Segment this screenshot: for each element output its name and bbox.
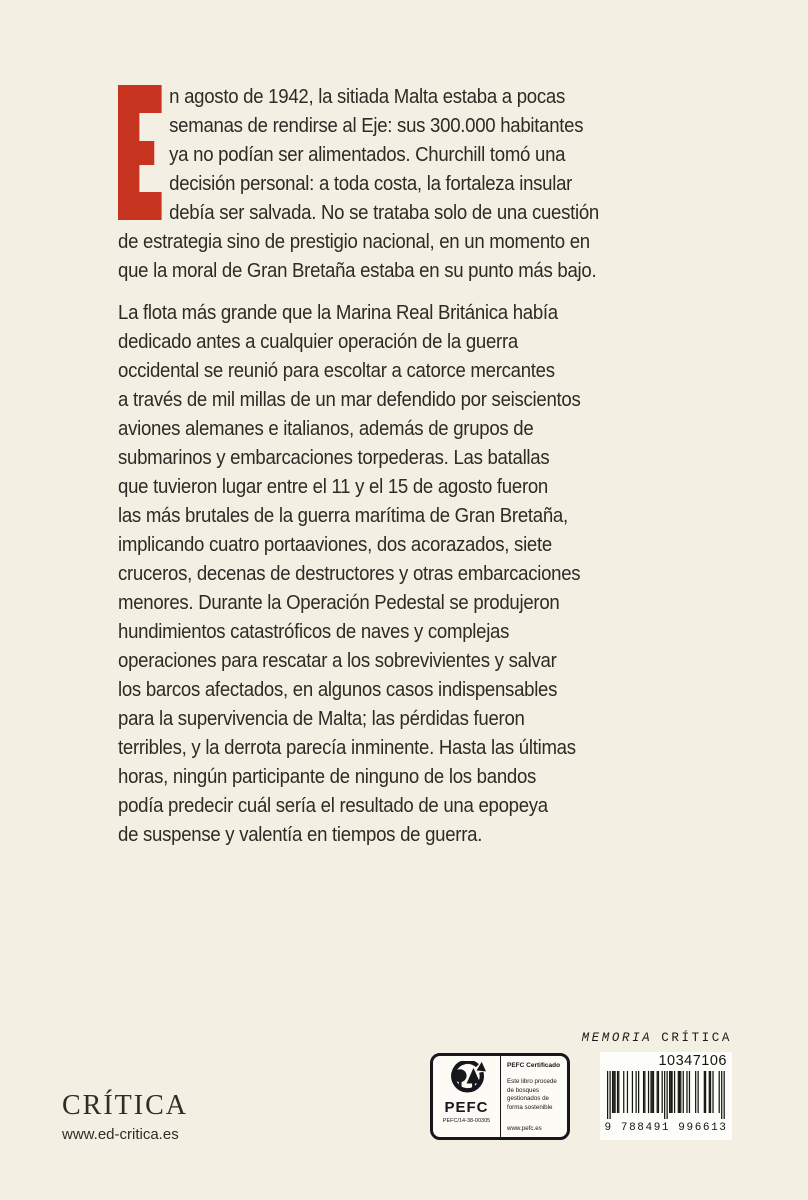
pefc-title: PEFC Certificado (507, 1062, 561, 1069)
text-line: La flota más grande que la Marina Real Británica había (118, 302, 558, 324)
pefc-logo-column (433, 1056, 500, 1137)
text-line: que la moral de Gran Bretaña estaba en su punto más bajo. (118, 260, 597, 282)
text-line: que tuvieron lugar entre el 11 y el 15 de agosto fueron (118, 476, 548, 498)
synopsis (118, 83, 620, 850)
pefc-trees-icon (441, 1061, 493, 1099)
publisher-block (62, 1090, 188, 1143)
pefc-description: Este libro procede de bosques gestionados de forma sostenible (507, 1078, 557, 1111)
pefc-text-column (500, 1056, 567, 1137)
collection-name (582, 1031, 732, 1045)
text-line: ya no podían ser alimentados. Churchill tomó una (169, 144, 566, 166)
text-line: las más brutales de la guerra marítima de Gran Bretaña, (118, 505, 568, 527)
paragraph-1-lines (118, 83, 620, 286)
collection-name-part2: CRÍTICA (661, 1031, 732, 1045)
text-line: de suspense y valentía en tiempos de guerra. (118, 824, 483, 846)
pefc-name: PEFC (444, 1099, 489, 1116)
pefc-license-number: PEFC/14-38-00305 (442, 1118, 491, 1124)
text-line: dedicado antes a cualquier operación de la guerra (118, 331, 518, 353)
text-line: implicando cuatro portaaviones, dos acorazados, siete (118, 534, 552, 556)
product-code: 10347106 (658, 1053, 727, 1069)
text-line: hundimientos catastróficos de naves y complejas (118, 621, 510, 643)
text-line: podía predecir cuál sería el resultado de una epopeya (118, 795, 548, 817)
drop-cap-letter-shape (118, 85, 162, 226)
text-line: cruceros, decenas de destructores y otras embarcaciones (118, 563, 581, 585)
text-line: operaciones para rescatar a los sobrevivientes y salvar (118, 650, 557, 672)
text-line: horas, ningún participante de ninguno de los bandos (118, 766, 537, 788)
drop-cap-letter (118, 226, 119, 227)
text-line: semanas de rendirse al Eje: sus 300.000 habitantes (169, 115, 584, 137)
paragraph-2 (118, 299, 620, 850)
pefc-website: www.pefc.es (507, 1125, 542, 1132)
text-line: decisión personal: a toda costa, la fortaleza insular (169, 173, 573, 195)
ean-digits: 9 788491 996613 (604, 1122, 728, 1134)
publisher-logo: CRÍTICA (62, 1090, 188, 1121)
text-line: para la supervivencia de Malta; las pérdidas fueron (118, 708, 525, 730)
text-line: los barcos afectados, en algunos casos indispensables (118, 679, 558, 701)
paragraph-2-lines (118, 299, 620, 850)
text-line: debía ser salvada. No se trataba solo de una cuestión (169, 202, 599, 224)
text-line: submarinos y embarcaciones torpederas. Las batallas (118, 447, 550, 469)
text-line: occidental se reunió para escoltar a catorce mercantes (118, 360, 555, 382)
text-line: n agosto de 1942, la sitiada Malta estaba a pocas (169, 86, 565, 108)
drop-cap (118, 83, 162, 228)
text-line: aviones alemanes e italianos, además de grupos de (118, 418, 534, 440)
text-line: terribles, y la derrota parecía inminente. Hasta las últimas (118, 737, 576, 759)
publisher-website: www.ed-critica.es (62, 1126, 179, 1143)
text-line: menores. Durante la Operación Pedestal se produjeron (118, 592, 560, 614)
text-line: a través de mil millas de un mar defendido por seiscientos (118, 389, 581, 411)
paragraph-1 (118, 83, 620, 286)
collection-name-part1: MEMORIA (581, 1031, 653, 1045)
text-line: de estrategia sino de prestigio nacional, en un momento en (118, 231, 590, 253)
pefc-certificate-box (430, 1053, 570, 1140)
ean-barcode (604, 1071, 728, 1121)
barcode-box (600, 1052, 732, 1140)
